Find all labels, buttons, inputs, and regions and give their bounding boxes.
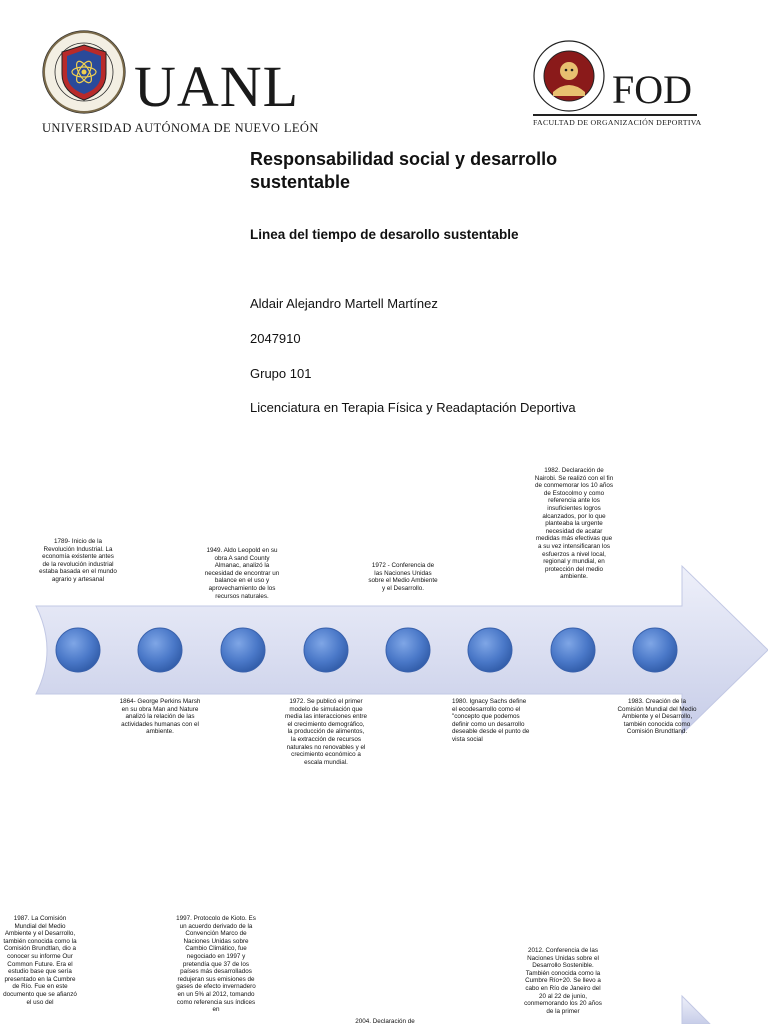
uanl-seal-logo — [42, 30, 126, 114]
student-id: 2047910 — [250, 331, 301, 346]
timeline-event: 1789- Inicio de la Revolución Industrial. La economía existente antes de la revolución industrial estaba basada en el mundo agrario y artesanal — [39, 538, 117, 583]
timeline-event: 1949. Aldo Leopold en su obra A sand County Almanac, analizó la necesidad de encontrar un balance en el uso y aprovechamiento de los recursos naturales. — [204, 547, 280, 600]
timeline-event: 1982. Declaración de Nairobi. Se realizó con el fin de conmemorar los 10 años de Estocolmo y como referencia ante los insuficientes logros alcanzados, por lo que planteaba la urgente necesidad de acatar medidas más efectivas que a su vez intensificaran los esfuerzos a nivel local, regional y mundial, en protección del medio ambiente. — [534, 467, 614, 581]
timeline-marker — [304, 628, 348, 672]
timeline-event: 2012. Conferencia de las Naciones Unidas sobre el Desarrollo Sostenible. También conocida como la Cumbre Río+20. Se llevo a cabo en Río de Janeiro del 20 al 22 de junio, conmemorando los 20 años de la primer — [524, 947, 602, 1015]
timeline-event: 1987. La Comisión Mundial del Medio Ambiente y el Desarrollo, también conocida como la Comisión Brundtlan, dio a conocer su informe Our Common Future. Era el estudio base que sería presentado en la Cumbre de Río. Fue en este documento que se afianzó el uso del — [3, 915, 77, 1006]
timeline-arrow-2 — [682, 996, 710, 1024]
fod-subtitle: FACULTAD DE ORGANIZACIÓN DEPORTIVA — [533, 118, 702, 127]
timeline-event: 2004. Declaración de — [355, 1018, 415, 1025]
timeline-marker — [386, 628, 430, 672]
fod-seal-logo — [533, 40, 605, 112]
uanl-wordmark: UANL — [134, 54, 300, 119]
author-name: Aldair Alejandro Martell Martínez — [250, 296, 438, 311]
timeline-marker — [551, 628, 595, 672]
timeline-marker — [138, 628, 182, 672]
timeline-marker — [221, 628, 265, 672]
timeline-marker — [468, 628, 512, 672]
timeline — [0, 440, 768, 1024]
document-subtitle: Linea del tiempo de desarollo sustentable — [250, 227, 519, 242]
timeline-event: 1983. Creación de la Comisión Mundial del Medio Ambiente y el Desarrollo, también conocida como Comisión Brundtland. — [617, 698, 697, 736]
fod-wordmark: FOD — [612, 67, 693, 112]
fod-divider — [533, 114, 697, 116]
timeline-event: 1972. Se publicó el primer modelo de simulación que media las interacciones entre el crecimiento demográfico, la producción de alimentos, la extracción de recursos naturales no renovables y el crecimiento económico a escala mundial. — [285, 698, 367, 766]
timeline-marker — [633, 628, 677, 672]
timeline-event: 1997. Protocolo de Kioto. Es un acuerdo derivado de la Convención Marco de Naciones Unidas sobre Cambio Climático, fue negociado en 1997 y pretendía que 37 de los países más desarrollados redujeran sus emisiones de gases de efecto invernadero en un 5% al 2012, tomando como referencia sus índices en — [176, 915, 256, 1014]
uanl-subtitle: UNIVERSIDAD AUTÓNOMA DE NUEVO LEÓN — [42, 121, 319, 135]
timeline-event: 1972 - Conferencia de las Naciones Unidas sobre el Medio Ambiente y el Desarrollo. — [368, 562, 438, 592]
timeline-event: 1980. Ignacy Sachs define el ecodesarrollo como el "concepto que podemos definir como un desarrollo deseable desde el punto de vista social — [452, 698, 530, 743]
timeline-event: 1864- George Perkins Marsh en su obra Man and Nature analizó la relación de las actividades humanas con el ambiente. — [119, 698, 201, 736]
timeline-marker — [56, 628, 100, 672]
document-title: Responsabilidad social y desarrollo sustentable — [250, 149, 558, 192]
degree-label: Licenciatura en Terapia Física y Readaptación Deportiva — [250, 400, 576, 415]
group-label: Grupo 101 — [250, 366, 312, 381]
